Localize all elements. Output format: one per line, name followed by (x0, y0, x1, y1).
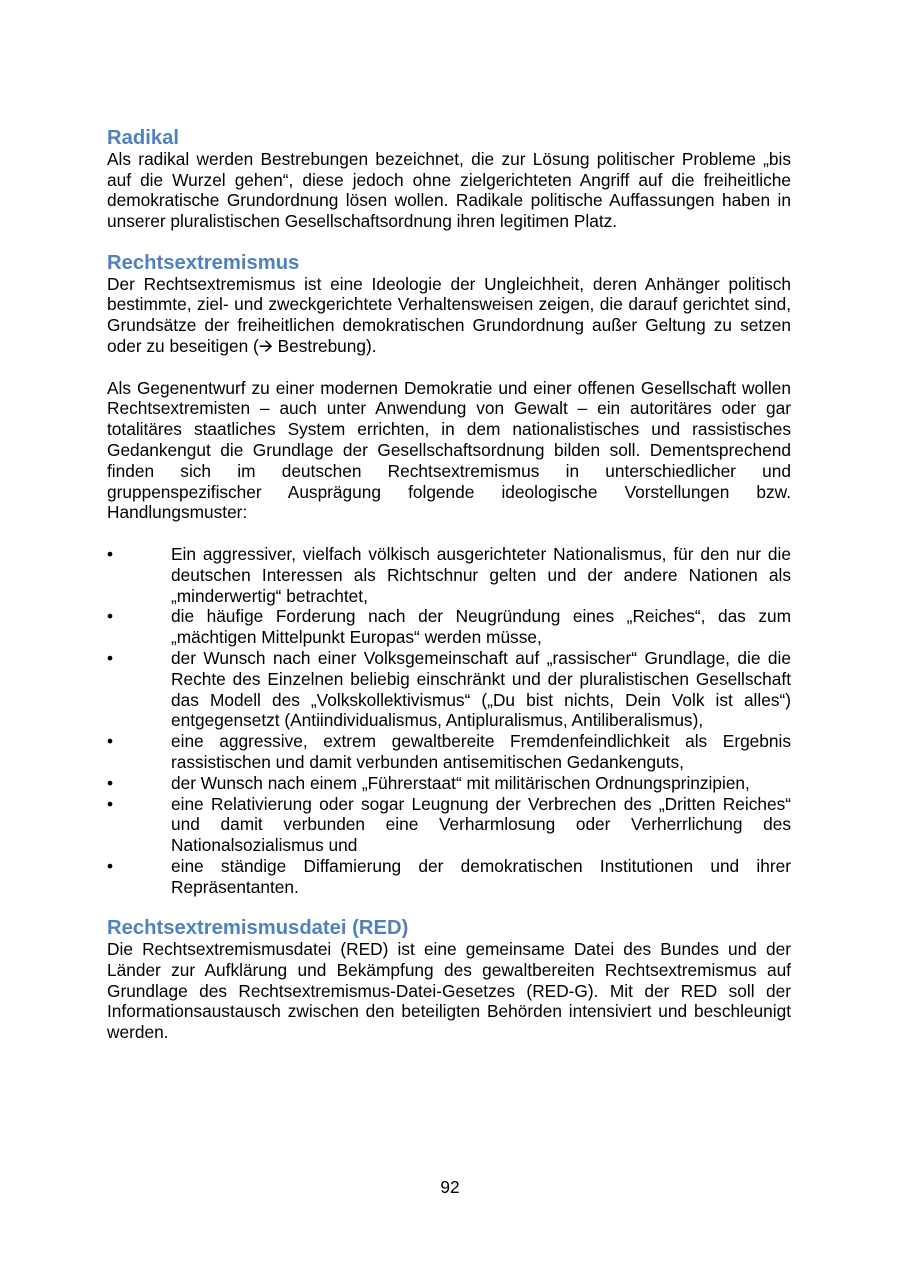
paragraph-red: Die Rechtsextremismusdatei (RED) ist eine gemeinsame Datei des Bundes und der Länder zur Aufklärung und Bekämpfung des gewaltbereiten Rechtsextremismus auf Grundlage des Rechtsextremismus-Datei-Gesetzes (RED-G). Mit der RED soll der Informationsaustausch zwischen den beteiligten Behörden intensiviert und beschleunigt werden. (107, 939, 791, 1043)
list-item (107, 794, 791, 856)
page-number: 92 (440, 1177, 460, 1197)
heading-red: Rechtsextremismusdatei (RED) (107, 917, 409, 940)
bullet-icon: • (107, 647, 114, 668)
paragraph-rechtsextremismus-gegenentwurf: Als Gegenentwurf zu einer modernen Demokratie und einer offenen Gesellschaft wollen Rechtsextremisten – auch unter Anwendung von Gewalt – ein autoritäres oder gar totalitäres staatliches System errichten, in dem nationalistisches und rassistisches Gedankengut die Grundlage der Gesellschaftsordnung bilden soll. Dementsprechend finden sich im deutschen Rechtsextremismus in unterschiedlicher und gruppenspezifischer Ausprägung folgende ideologische Vorstellungen bzw. Handlungsmuster: (107, 377, 791, 523)
list-item-text: die häufige Forderung nach der Neugründung eines „Reiches“, das zum „mächtigen Mittelpunkt Europas“ werden müsse, (171, 606, 791, 648)
bullet-icon: • (107, 606, 114, 627)
page-content (107, 128, 791, 1043)
list-item (107, 856, 791, 898)
paragraph-radikal: Als radikal werden Bestrebungen bezeichnet, die zur Lösung politischer Probleme „bis auf die Wurzel gehen“, diese jedoch ohne zielgerichteten Angriff auf die freiheitliche demokratische Grundordnung lösen wollen. Radikale politische Auffassungen haben in unserer pluralistischen Gesellschaftsordnung ihren legitimen Platz. (107, 148, 791, 232)
bullet-icon: • (107, 543, 114, 564)
list-item-text: eine aggressive, extrem gewaltbereite Fremdenfeindlichkeit als Ergebnis rassistischen und damit verbunden antisemitischen Gedankenguts, (171, 731, 791, 772)
bullet-icon: • (107, 772, 114, 793)
bullet-icon: • (107, 855, 114, 876)
list-item-text: eine Relativierung oder sogar Leugnung der Verbrechen des „Dritten Reiches“ und damit verbunden eine Verharmlosung oder Verherrlichung des Nationalsozialismus und (171, 793, 791, 856)
heading-radikal: Radikal (107, 127, 179, 149)
ideology-bullet-list (107, 544, 791, 898)
paragraph-rechtsextremismus-definition: Der Rechtsextremismus ist eine Ideologie der Ungleichheit, deren Anhänger politisch bestimmte, ziel- und zweckgerichtete Verhaltensweisen zeigen, die darauf gerichtet sind, Grundsätze der freiheitlichen demokratischen Grundordnung außer Geltung zu setzen oder zu beseitigen (🡪 Bestrebung). (107, 273, 791, 356)
list-item (107, 773, 791, 794)
heading-rechtsextremismus: Rechtsextremismus (107, 251, 300, 274)
bullet-icon: • (107, 731, 114, 752)
bullet-icon: • (107, 793, 114, 814)
list-item (107, 606, 791, 648)
list-item (107, 648, 791, 731)
list-item-text: der Wunsch nach einer Volksgemeinschaft auf „rassischer“ Grundlage, die die Rechte des Einzelnen beliebig einschränkt und der pluralistischen Gesellschaft das Modell des „Volkskollektivismus“ („Du bist nichts, Dein Volk ist alles“) entgegensetzt (Antiindividualismus, Antipluralismus, Antiliberalismus), (171, 647, 791, 731)
list-item-text: eine ständige Diffamierung der demokratischen Institutionen und ihrer Repräsentanten. (171, 855, 791, 897)
list-item-text: der Wunsch nach einem „Führerstaat“ mit militärischen Ordnungsprinzipien, (171, 772, 750, 793)
list-item-text: Ein aggressiver, vielfach völkisch ausgerichteter Nationalismus, für den nur die deutschen Interessen als Richtschnur gelten und der andere Nationen als „minderwertig“ betrachtet, (171, 543, 791, 606)
list-item (107, 544, 791, 606)
list-item (107, 731, 791, 773)
